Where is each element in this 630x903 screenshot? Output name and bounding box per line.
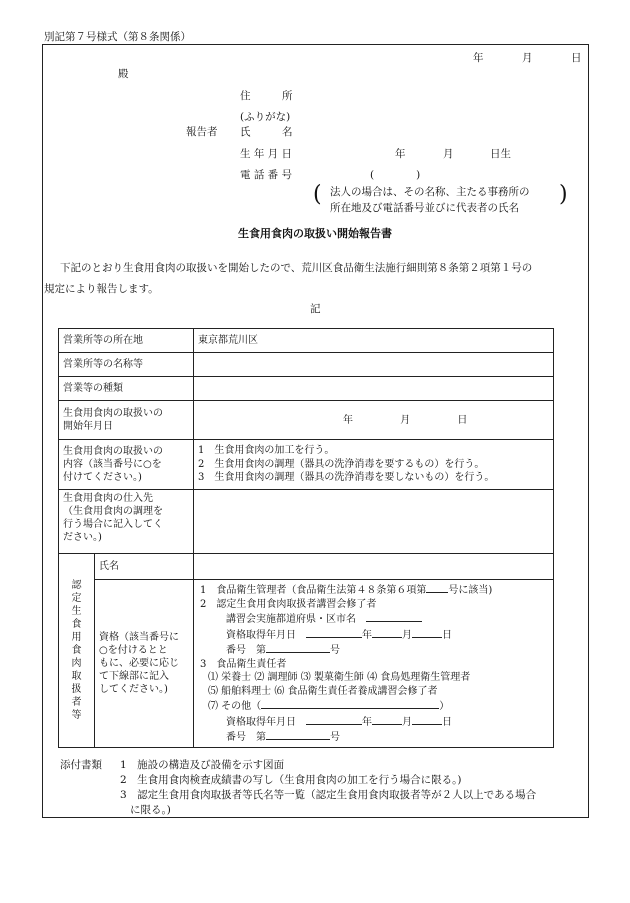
cert-name-label: 氏名 [95, 554, 194, 580]
location-value[interactable]: 東京都荒川区 [194, 329, 554, 353]
left-bracket: ( [313, 182, 322, 207]
name-label: 氏 名 [240, 126, 293, 138]
attachment-item-3: 3 認定生食用食肉取扱者等氏名等一覧（認定生食用食肉取扱者等が２人以上である場合 [120, 789, 537, 801]
phone-paren: ( ) [370, 169, 421, 181]
date-year-label: 年 [473, 52, 484, 64]
corp-note-line2: 所在地及び電話番号並びに代表者の氏名 [330, 202, 519, 214]
location-label: 営業所等の所在地 [59, 329, 194, 353]
qualification-options[interactable]: 1 食品衛生管理者（食品衛生法第４８条第６項第 号に該当) 2 認定生食用食肉取扱者講習会修了者 講習会実施都道府県・区市名 資格取得年月日 年 月 日 番号 第 号 3 食品衛生責任者 ⑴ 栄養士 ⑵ 調理師 ⑶ 製菓衛生師 ⑷ 食鳥処理衛生管理者 ⑸ 船舶料理士 ⑹ 食品衛生責任者養成講習会修了者 ⑺ その他（ ） 資格取得年月日 年 月 日 番号 第 号 [194, 580, 554, 748]
ki-label: 記 [310, 303, 321, 315]
content-label: 生食用食肉の取扱いの 内容（該当番号に○を 付けてください。) [59, 440, 194, 490]
corp-note-line1: 法人の場合は、その名称、主たる事務所の [330, 186, 530, 198]
birth-day-label: 日生 [490, 148, 511, 160]
address-label: 住 所 [240, 90, 293, 102]
business-type-value[interactable] [194, 377, 554, 401]
attachment-item-2: 2 生食用食肉検査成績書の写し（生食用食肉の加工を行う場合に限る。) [120, 774, 462, 786]
intro-line1: 下記のとおり生食用食肉の取扱いを開始したので、荒川区食品衛生法施行細則第８条第２項第１号の [60, 262, 533, 274]
birthdate-label: 生 年 月 日 [240, 148, 293, 160]
intro-line2: 規定により報告します。 [44, 283, 159, 295]
attachments-label: 添付書類 [60, 759, 102, 771]
furigana-label: (ふりがな) [240, 111, 291, 123]
addressee-label: 殿 [118, 68, 129, 80]
attachment-item-1: 1 施設の構造及び設備を示す図面 [120, 759, 285, 771]
start-date-value[interactable]: 年 月 日 [194, 401, 554, 440]
supplier-value[interactable] [194, 490, 554, 554]
form-number: 別記第７号様式（第８条関係） [44, 31, 191, 43]
birth-year-label: 年 [395, 148, 406, 160]
start-date-label: 生食用食肉の取扱いの 開始年月日 [59, 401, 194, 440]
business-name-label: 営業所等の名称等 [59, 353, 194, 377]
certified-handler-label: 認 定 生 食 用 食 肉 取 扱 者 等 [59, 554, 95, 748]
phone-label: 電 話 番 号 [240, 169, 293, 181]
report-table [58, 328, 554, 748]
birth-month-label: 月 [443, 148, 454, 160]
qualification-label: 資格（該当番号に ○を付けるとと もに、必要に応じ て下線部に記入 してください。) [95, 580, 194, 748]
business-name-value[interactable] [194, 353, 554, 377]
date-day-label: 日 [571, 52, 582, 64]
content-options[interactable]: 1 生食用食肉の加工を行う。 2 生食用食肉の調理（器具の洗浄消毒を要するもの）を行う。 3 生食用食肉の調理（器具の洗浄消毒を要しないもの）を行う。 [194, 440, 554, 490]
right-bracket: ) [559, 182, 568, 207]
cert-name-value[interactable] [194, 554, 554, 580]
supplier-label: 生食用食肉の仕入先 （生食用食肉の調理を 行う場合に記入してく ださい。) [59, 490, 194, 554]
business-type-label: 営業等の種類 [59, 377, 194, 401]
attachment-item-3-cont: に限る。) [130, 804, 171, 816]
date-month-label: 月 [522, 52, 533, 64]
document-title: 生食用食肉の取扱い開始報告書 [238, 227, 392, 240]
reporter-label: 報告者 [186, 126, 218, 138]
